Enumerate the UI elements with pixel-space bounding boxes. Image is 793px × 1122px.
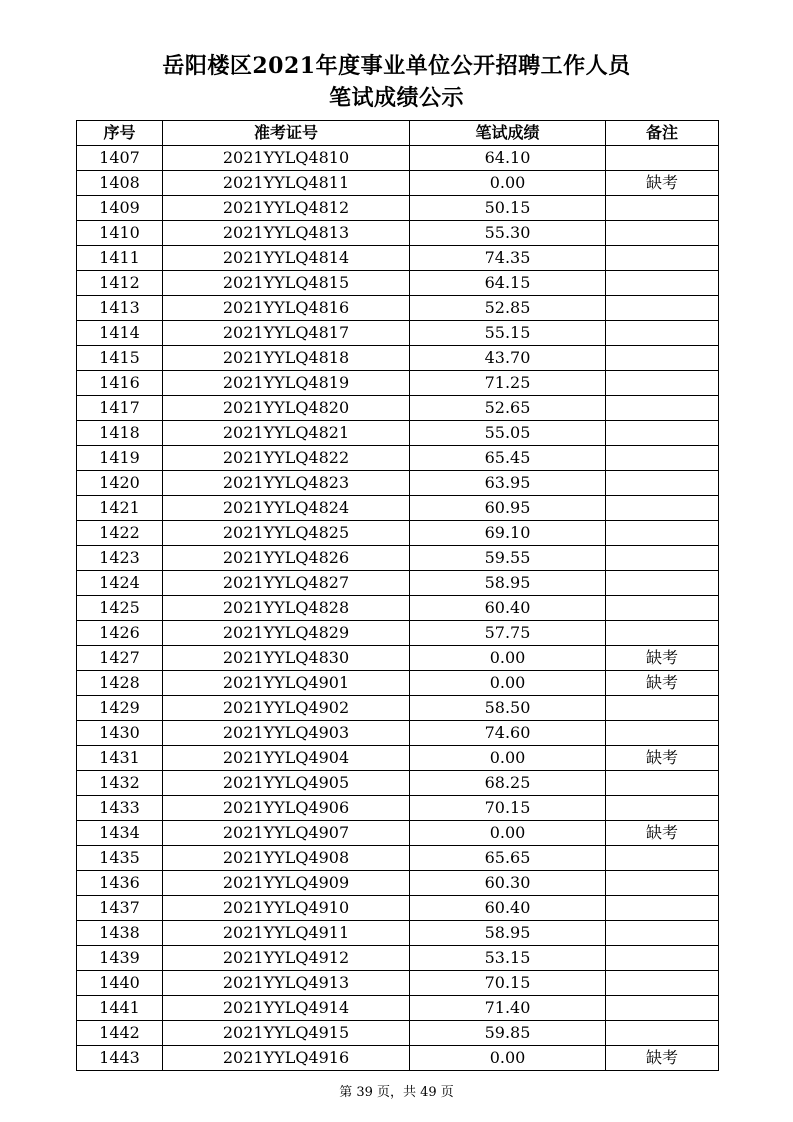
cell-seq: 1442 (77, 1021, 163, 1046)
cell-score: 0.00 (410, 671, 606, 696)
table-row (77, 146, 719, 171)
table-row (77, 171, 719, 196)
table-row (77, 546, 719, 571)
cell-score: 55.15 (410, 321, 606, 346)
table-row (77, 921, 719, 946)
cell-seq: 1415 (77, 346, 163, 371)
cell-ticket-number: 2021YYLQ4811 (163, 171, 410, 196)
page-subtitle: 笔试成绩公示 (328, 85, 464, 111)
cell-score: 69.10 (410, 521, 606, 546)
cell-ticket-number: 2021YYLQ4915 (163, 1021, 410, 1046)
table-row (77, 571, 719, 596)
table-row (77, 196, 719, 221)
cell-remark: 缺考 (606, 171, 719, 196)
cell-remark (606, 221, 719, 246)
cell-remark: 缺考 (606, 671, 719, 696)
cell-score: 65.45 (410, 446, 606, 471)
cell-score: 74.60 (410, 721, 606, 746)
table-row (77, 671, 719, 696)
cell-seq: 1409 (77, 196, 163, 221)
cell-score: 59.85 (410, 1021, 606, 1046)
cell-remark (606, 396, 719, 421)
cell-remark (606, 846, 719, 871)
cell-seq: 1416 (77, 371, 163, 396)
cell-ticket-number: 2021YYLQ4812 (163, 196, 410, 221)
cell-seq: 1425 (77, 596, 163, 621)
cell-remark: 缺考 (606, 746, 719, 771)
cell-ticket-number: 2021YYLQ4819 (163, 371, 410, 396)
cell-score: 58.95 (410, 571, 606, 596)
cell-ticket-number: 2021YYLQ4916 (163, 1046, 410, 1071)
cell-seq: 1420 (77, 471, 163, 496)
table-row (77, 821, 719, 846)
cell-seq: 1417 (77, 396, 163, 421)
table-row (77, 446, 719, 471)
cell-score: 52.85 (410, 296, 606, 321)
cell-ticket-number: 2021YYLQ4825 (163, 521, 410, 546)
cell-ticket-number: 2021YYLQ4822 (163, 446, 410, 471)
cell-seq: 1411 (77, 246, 163, 271)
table-row (77, 296, 719, 321)
cell-seq: 1422 (77, 521, 163, 546)
table-row (77, 496, 719, 521)
header-written-score: 笔试成绩 (410, 121, 606, 146)
cell-remark (606, 546, 719, 571)
cell-seq: 1418 (77, 421, 163, 446)
cell-ticket-number: 2021YYLQ4814 (163, 246, 410, 271)
cell-ticket-number: 2021YYLQ4813 (163, 221, 410, 246)
table-row (77, 271, 719, 296)
cell-ticket-number: 2021YYLQ4821 (163, 421, 410, 446)
cell-ticket-number: 2021YYLQ4820 (163, 396, 410, 421)
cell-remark (606, 496, 719, 521)
cell-seq: 1434 (77, 821, 163, 846)
table-row (77, 646, 719, 671)
cell-ticket-number: 2021YYLQ4826 (163, 546, 410, 571)
table-row (77, 971, 719, 996)
cell-seq: 1438 (77, 921, 163, 946)
cell-seq: 1407 (77, 146, 163, 171)
table-row (77, 721, 719, 746)
table-row (77, 696, 719, 721)
cell-ticket-number: 2021YYLQ4909 (163, 871, 410, 896)
table-row (77, 996, 719, 1021)
cell-seq: 1421 (77, 496, 163, 521)
table-row (77, 396, 719, 421)
cell-seq: 1436 (77, 871, 163, 896)
cell-remark (606, 446, 719, 471)
cell-ticket-number: 2021YYLQ4828 (163, 596, 410, 621)
cell-ticket-number: 2021YYLQ4907 (163, 821, 410, 846)
cell-seq: 1429 (77, 696, 163, 721)
cell-score: 60.95 (410, 496, 606, 521)
table-row (77, 471, 719, 496)
cell-seq: 1437 (77, 896, 163, 921)
scores-table (76, 120, 719, 1071)
cell-ticket-number: 2021YYLQ4830 (163, 646, 410, 671)
cell-seq: 1424 (77, 571, 163, 596)
cell-seq: 1419 (77, 446, 163, 471)
table-row (77, 796, 719, 821)
cell-remark (606, 896, 719, 921)
cell-seq: 1410 (77, 221, 163, 246)
cell-seq: 1443 (77, 1046, 163, 1071)
cell-ticket-number: 2021YYLQ4901 (163, 671, 410, 696)
cell-ticket-number: 2021YYLQ4904 (163, 746, 410, 771)
table-row (77, 621, 719, 646)
cell-ticket-number: 2021YYLQ4816 (163, 296, 410, 321)
cell-remark (606, 146, 719, 171)
cell-remark (606, 596, 719, 621)
cell-remark (606, 871, 719, 896)
cell-remark (606, 721, 719, 746)
cell-score: 71.25 (410, 371, 606, 396)
cell-score: 58.50 (410, 696, 606, 721)
cell-remark (606, 971, 719, 996)
cell-remark (606, 946, 719, 971)
cell-remark: 缺考 (606, 1046, 719, 1071)
table-row (77, 746, 719, 771)
table-row (77, 771, 719, 796)
page-footer: 第 39 页，共 49 页 (339, 1085, 454, 1100)
cell-score: 55.30 (410, 221, 606, 246)
cell-seq: 1432 (77, 771, 163, 796)
cell-score: 0.00 (410, 821, 606, 846)
cell-ticket-number: 2021YYLQ4810 (163, 146, 410, 171)
table-row (77, 246, 719, 271)
cell-score: 0.00 (410, 646, 606, 671)
cell-remark (606, 321, 719, 346)
table-row (77, 521, 719, 546)
cell-remark: 缺考 (606, 646, 719, 671)
table-header-row (77, 121, 719, 146)
table-row (77, 896, 719, 921)
cell-ticket-number: 2021YYLQ4908 (163, 846, 410, 871)
cell-remark (606, 996, 719, 1021)
cell-remark (606, 521, 719, 546)
cell-ticket-number: 2021YYLQ4914 (163, 996, 410, 1021)
cell-remark (606, 1021, 719, 1046)
cell-ticket-number: 2021YYLQ4911 (163, 921, 410, 946)
cell-score: 68.25 (410, 771, 606, 796)
cell-score: 55.05 (410, 421, 606, 446)
cell-seq: 1408 (77, 171, 163, 196)
cell-remark (606, 471, 719, 496)
cell-score: 58.95 (410, 921, 606, 946)
cell-score: 59.55 (410, 546, 606, 571)
cell-ticket-number: 2021YYLQ4902 (163, 696, 410, 721)
table-row (77, 1046, 719, 1071)
cell-score: 53.15 (410, 946, 606, 971)
cell-seq: 1427 (77, 646, 163, 671)
cell-ticket-number: 2021YYLQ4824 (163, 496, 410, 521)
cell-score: 70.15 (410, 796, 606, 821)
cell-remark (606, 696, 719, 721)
table-row (77, 946, 719, 971)
cell-ticket-number: 2021YYLQ4818 (163, 346, 410, 371)
cell-seq: 1430 (77, 721, 163, 746)
cell-seq: 1439 (77, 946, 163, 971)
cell-score: 43.70 (410, 346, 606, 371)
cell-remark (606, 421, 719, 446)
cell-seq: 1433 (77, 796, 163, 821)
cell-score: 74.35 (410, 246, 606, 271)
cell-seq: 1440 (77, 971, 163, 996)
cell-ticket-number: 2021YYLQ4815 (163, 271, 410, 296)
cell-remark (606, 196, 719, 221)
cell-remark (606, 246, 719, 271)
cell-score: 52.65 (410, 396, 606, 421)
table-row (77, 346, 719, 371)
cell-score: 64.15 (410, 271, 606, 296)
cell-seq: 1413 (77, 296, 163, 321)
header-ticket-number: 准考证号 (163, 121, 410, 146)
table-row (77, 846, 719, 871)
cell-score: 0.00 (410, 1046, 606, 1071)
cell-seq: 1428 (77, 671, 163, 696)
cell-remark (606, 621, 719, 646)
cell-score: 70.15 (410, 971, 606, 996)
cell-ticket-number: 2021YYLQ4906 (163, 796, 410, 821)
cell-ticket-number: 2021YYLQ4829 (163, 621, 410, 646)
table-row (77, 1021, 719, 1046)
cell-score: 60.40 (410, 596, 606, 621)
cell-remark (606, 296, 719, 321)
page-title: 岳阳楼区2021年度事业单位公开招聘工作人员 (162, 53, 631, 79)
cell-ticket-number: 2021YYLQ4910 (163, 896, 410, 921)
cell-remark (606, 571, 719, 596)
cell-remark (606, 771, 719, 796)
header-seq: 序号 (77, 121, 163, 146)
cell-score: 60.30 (410, 871, 606, 896)
cell-ticket-number: 2021YYLQ4913 (163, 971, 410, 996)
table-row (77, 871, 719, 896)
cell-seq: 1431 (77, 746, 163, 771)
cell-score: 0.00 (410, 746, 606, 771)
cell-seq: 1435 (77, 846, 163, 871)
cell-remark (606, 796, 719, 821)
cell-score: 64.10 (410, 146, 606, 171)
cell-ticket-number: 2021YYLQ4905 (163, 771, 410, 796)
cell-ticket-number: 2021YYLQ4912 (163, 946, 410, 971)
cell-ticket-number: 2021YYLQ4823 (163, 471, 410, 496)
table-row (77, 421, 719, 446)
cell-seq: 1414 (77, 321, 163, 346)
cell-remark: 缺考 (606, 821, 719, 846)
cell-remark (606, 271, 719, 296)
cell-ticket-number: 2021YYLQ4817 (163, 321, 410, 346)
cell-ticket-number: 2021YYLQ4903 (163, 721, 410, 746)
table-row (77, 596, 719, 621)
cell-seq: 1423 (77, 546, 163, 571)
cell-ticket-number: 2021YYLQ4827 (163, 571, 410, 596)
cell-score: 63.95 (410, 471, 606, 496)
cell-remark (606, 921, 719, 946)
cell-score: 71.40 (410, 996, 606, 1021)
cell-remark (606, 346, 719, 371)
header-remarks: 备注 (606, 121, 719, 146)
table-row (77, 221, 719, 246)
cell-score: 57.75 (410, 621, 606, 646)
cell-score: 65.65 (410, 846, 606, 871)
cell-score: 60.40 (410, 896, 606, 921)
cell-seq: 1412 (77, 271, 163, 296)
cell-remark (606, 371, 719, 396)
cell-seq: 1441 (77, 996, 163, 1021)
table-row (77, 371, 719, 396)
cell-seq: 1426 (77, 621, 163, 646)
cell-score: 50.15 (410, 196, 606, 221)
cell-score: 0.00 (410, 171, 606, 196)
table-row (77, 321, 719, 346)
